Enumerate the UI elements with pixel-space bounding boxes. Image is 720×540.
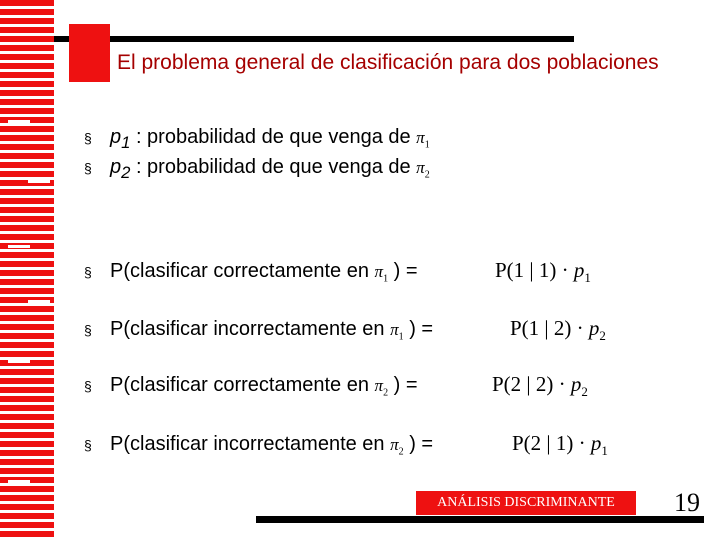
formula-4: P(2 | $1) \cdot p_1$ [512,431,608,459]
var-p: p [110,126,122,148]
bullet-icon: § [84,321,92,338]
bullet-icon: § [84,263,92,280]
stripe-gap [28,420,50,423]
var-subscript: 1 [121,133,131,152]
row-prefix: P(clasificar correctamente en [110,374,375,396]
row-prefix: P(clasificar incorrectamente en [110,433,391,455]
stripe-gap [8,120,30,123]
title-accent-block [69,24,110,82]
bullet-icon: § [84,129,92,146]
definition-text: : probabilidad de que venga de [130,126,417,148]
definition-text: : probabilidad de que venga de [130,156,417,178]
definition-p2 [84,156,430,183]
stripe-gap [28,180,50,183]
pi-symbol: $\pi_2$ [416,158,430,181]
page-number: 19 [674,488,700,517]
formula-2: P(1 | $2) \cdot p_2$ [510,316,606,344]
stripe-band [0,0,54,540]
bullet-icon: § [84,436,92,453]
bullet-icon: § [84,377,92,394]
formula-1: P(1 | $1) \cdot p_1$ [495,258,591,286]
row-incorrect-pi1 [84,318,433,342]
stripe-gap [8,245,30,248]
definition-p1 [84,126,430,153]
bottom-rule [256,516,704,523]
slide-title: El problema general de clasificación para dos poblaciones [117,51,659,74]
footer-label: ANÁLISIS DISCRIMINANTE [437,495,615,510]
var-subscript: 2 [121,163,131,182]
row-incorrect-pi2 [84,433,433,457]
pi-symbol: $\pi_1$ [390,320,404,343]
striped-decoration [0,0,54,540]
stripe-gap [28,300,50,303]
stripe-gap [8,360,30,363]
row-correct-pi2 [84,374,418,398]
row-suffix: ) = [409,433,434,455]
row-suffix: ) = [393,260,418,282]
pi-symbol: $\pi_1$ [416,128,430,151]
top-rule [54,36,574,42]
row-prefix: P(clasificar incorrectamente en [110,318,391,340]
stripe-gap [8,480,30,483]
stripe-gap [28,60,50,63]
row-prefix: P(clasificar correctamente en [110,260,375,282]
var-p: p [110,156,122,178]
row-suffix: ) = [409,318,434,340]
row-correct-pi1 [84,260,418,284]
row-suffix: ) = [393,374,418,396]
pi-symbol: $\pi_2$ [374,376,389,399]
pi-symbol: $\pi_2$ [390,435,404,458]
bullet-icon: § [84,159,92,176]
pi-symbol: $\pi_1$ [374,262,389,285]
formula-3: P(2 | $2) \cdot p_2$ [492,372,588,400]
